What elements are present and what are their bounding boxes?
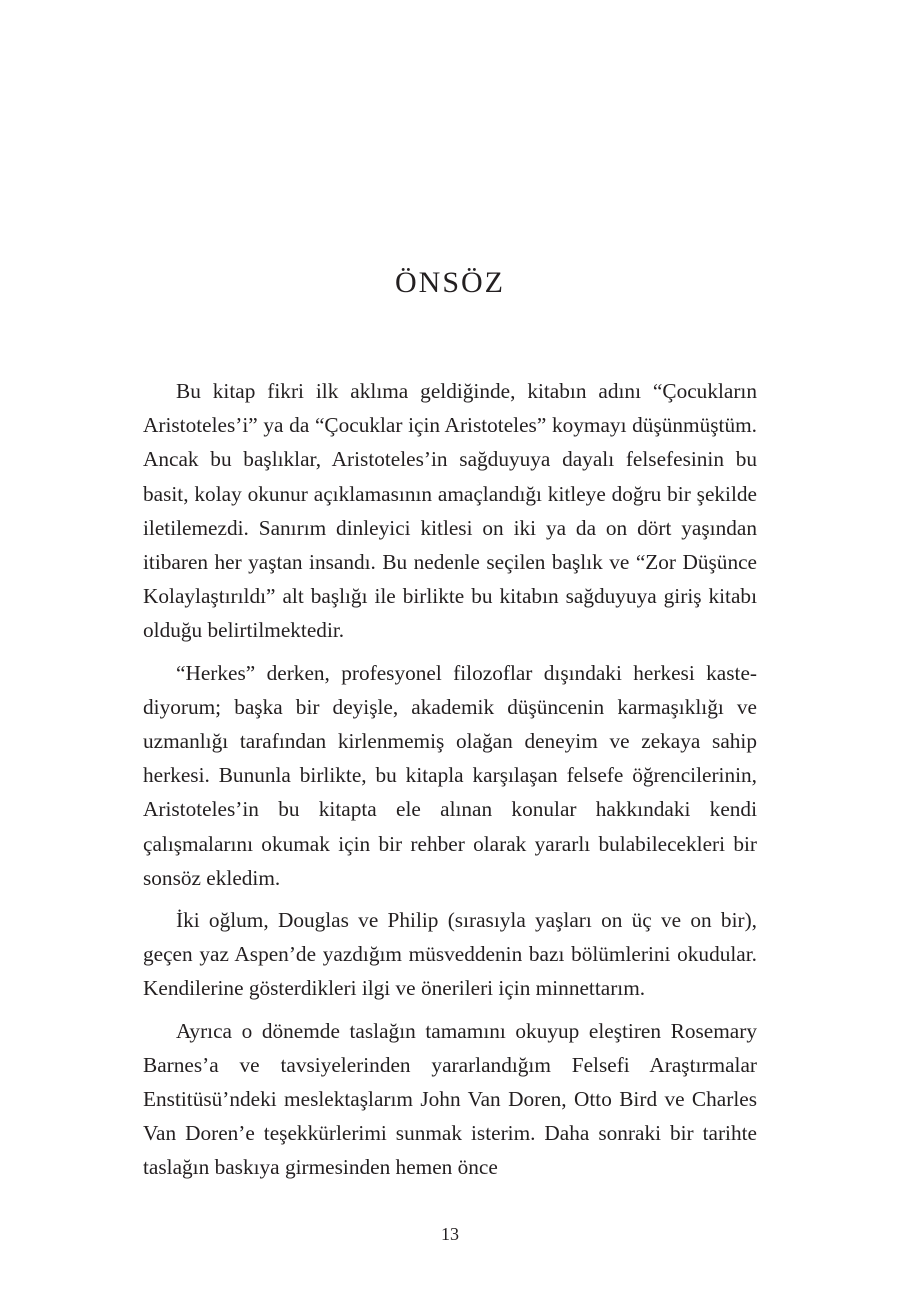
- paragraph: “Herkes” derken, profesyonel filozoflar dışındaki herkesi kastediyorum; başka bir deyişle, akademik düşüncenin karmaşıklığı ve uzmanlığı tarafından kirlenmemiş olağan deneyim ve zekaya sahip herkesi. Bununla birlikte, bu kitapla karşılaşan felsefe öğrencilerinin, Aristoteles’in bu kitapta ele alınan konular hakkındaki kendi çalışmalarını okumak için bir rehber olarak yararlı bulabilecekleri bir sonsöz ekledim.: [143, 660, 757, 890]
- page-number: 13: [441, 1224, 459, 1244]
- paragraph: İki oğlum, Douglas ve Philip (sırasıyla yaşları on üç ve on bir), geçen yaz Aspen’de yazdığım müsveddenin bazı bölümlerini okudular. Kendilerine gösterdikleri ilgi ve önerileri için minnettarım.: [143, 908, 757, 1001]
- body-text: [143, 374, 757, 1185]
- paragraph: Bu kitap fikri ilk aklıma geldiğinde, kitabın adını “Çocukların Aristoteles’i” ya da “Çocuklar için Aristoteles” koymayı düşünmüştüm. Ancak bu başlıklar, Aristoteles’in sağduyuya dayalı felsefesinin bu basit, kolay okunur açıklamasının amaçlandığı kitleye doğru bir şekilde iletilemezdi. Sanırım dinleyici kitlesi on iki ya da on dört yaşından itibaren her yaştan insandı. Bu nedenle seçilen başlık ve “Zor Düşünce Kolaylaştırıldı” alt başlığı ile birlikte bu kitabın sağduyuya giriş kitabı olduğu belirtilmektedir.: [143, 379, 757, 643]
- chapter-title: ÖNSÖZ: [394, 266, 505, 299]
- paragraph: Ayrıca o dönemde taslağın tamamını okuyup eleştiren Rosemary Barnes’a ve tavsiyelerinden yararlandığım Felsefi Araştırmalar Enstitüsü’ndeki meslektaşlarım John Van Doren, Otto Bird ve Charles Van Doren’e teşekkürlerimi sunmak isterim. Daha sonraki bir tarihte taslağın baskıya girmesinden hemen önce: [143, 1018, 757, 1180]
